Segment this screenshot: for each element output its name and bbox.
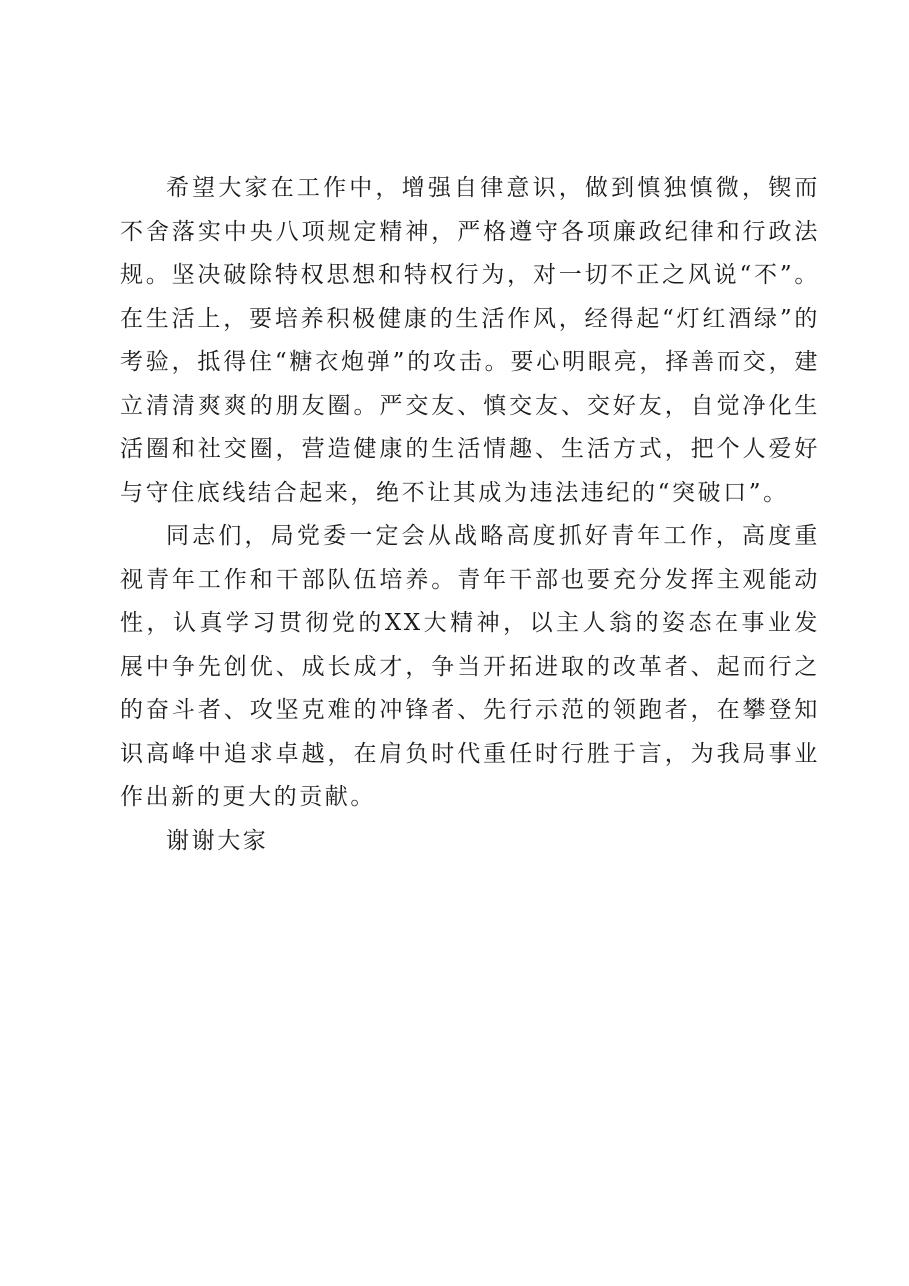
document-body [120,167,820,863]
closing-remark: 谢谢大家 [166,827,269,854]
paragraph-youth-work: 同志们，局党委一定会从战略高度抓好青年工作，高度重视青年工作和干部队伍培养。青年干部也要充分发挥主观能动性，认真学习贯彻党的XX大精神，以主人翁的姿态在事业发展中争先创优、成长成才，争当开拓进取的改革者、起而行之的奋斗者、攻坚克难的冲锋者、先行示范的领跑者，在攀登知识高峰中追求卓越，在肩负时代重任时行胜于言，为我局事业作出新的更大的贡献。 [120,523,820,810]
paragraph-self-discipline: 希望大家在工作中，增强自律意识，做到慎独慎微，锲而不舍落实中央八项规定精神，严格遵守各项廉政纪律和行政法规。坚决破除特权思想和特权行为，对一切不正之风说“不”。在生活上，要培养积极健康的生活作风，经得起“灯红酒绿”的考验，抵得住“糖衣炮弹”的攻击。要心明眼亮，择善而交，建立清清爽爽的朋友圈。严交友、慎交友、交好友，自觉净化生活圈和社交圈，营造健康的生活情趣、生活方式，把个人爱好与守住底线结合起来，绝不让其成为违法违纪的“突破口”。 [120,175,820,506]
